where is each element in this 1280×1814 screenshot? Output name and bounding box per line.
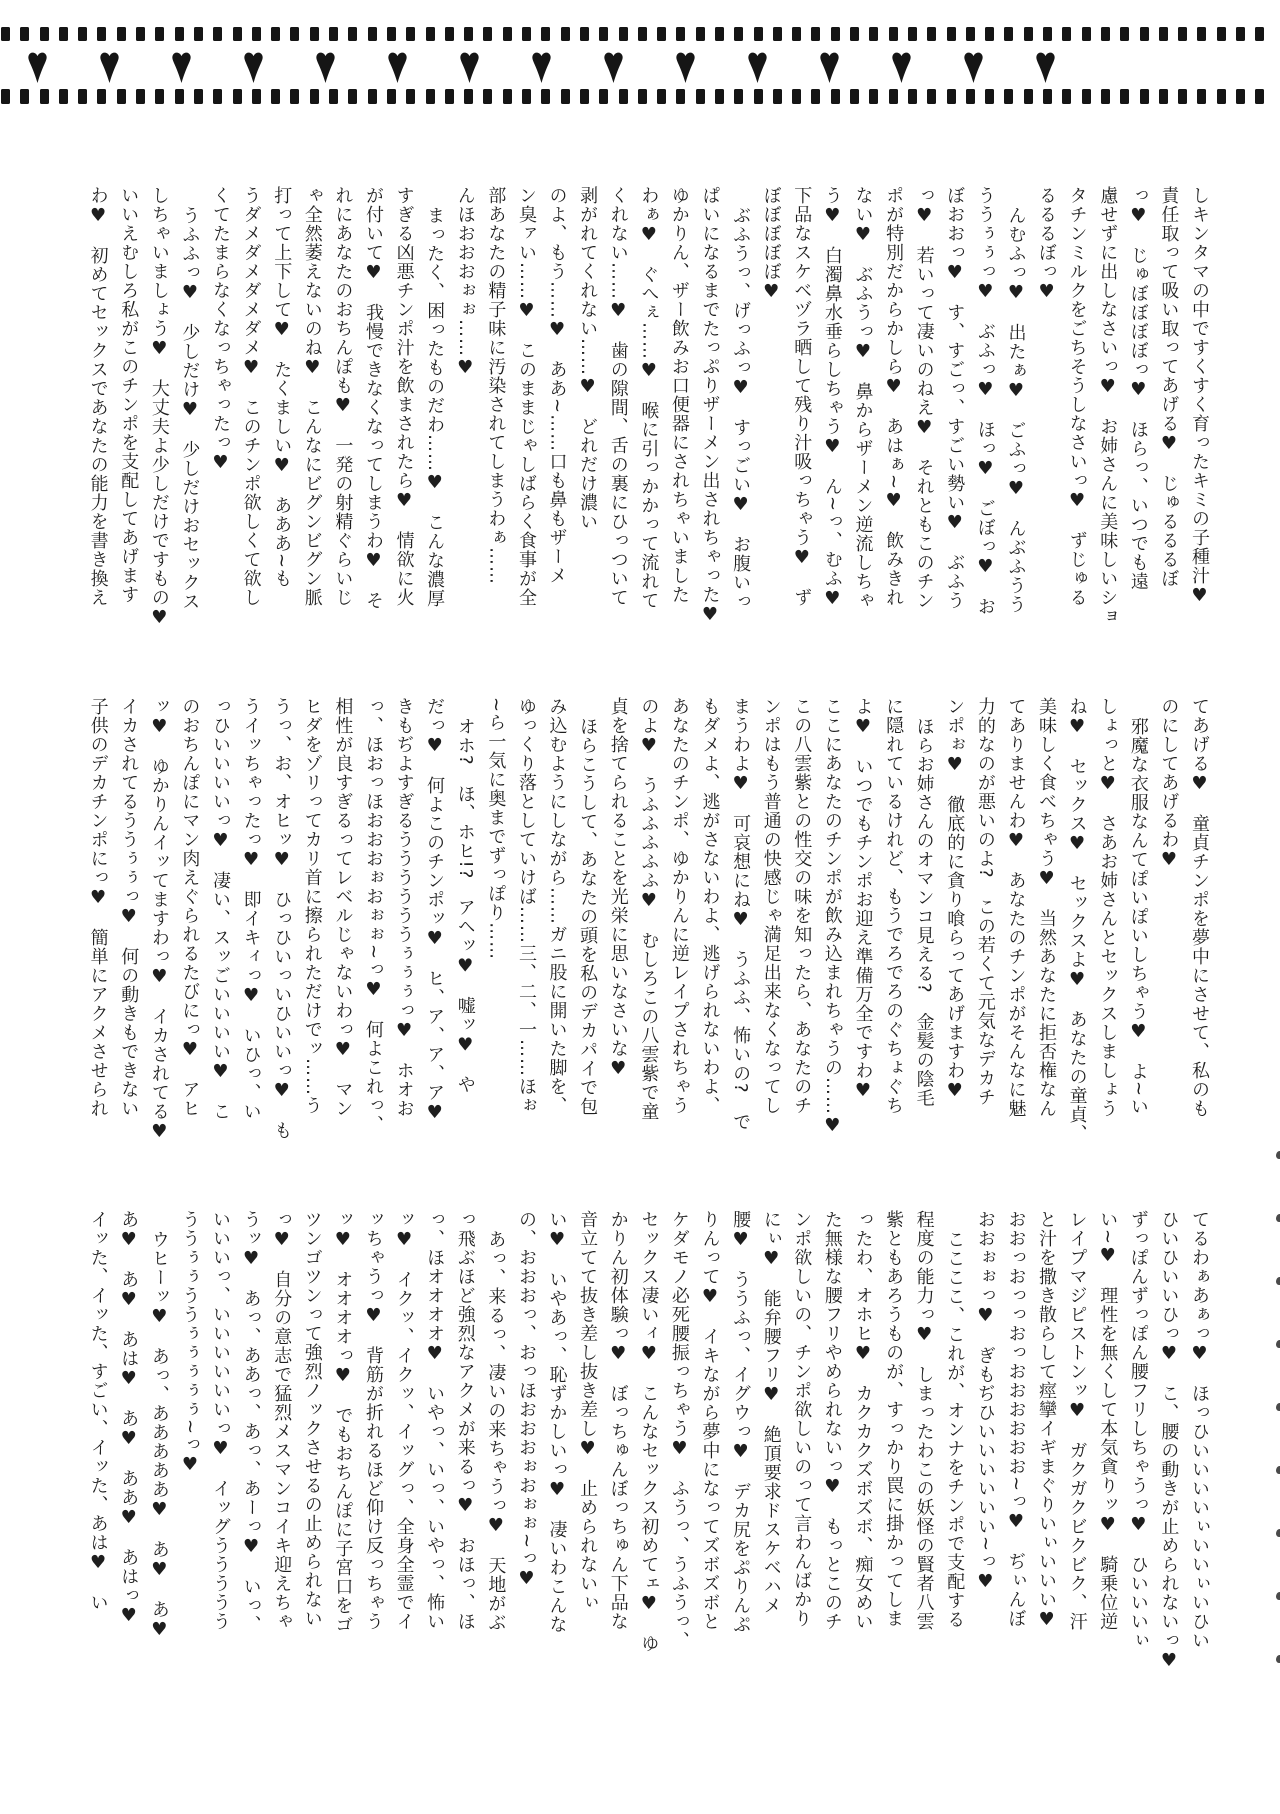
text-column: くれない……♥ 歯の隙間、舌の裏にひっついて (607, 186, 629, 607)
text-column: み込むようにしながら……ガニ股に開いた脚を、 (546, 697, 568, 1115)
text-column: だっ♥ 何よこのチンポッ♥ ヒ、ア、ア、ア♥ (424, 697, 446, 1124)
dash-square (792, 89, 801, 104)
text-column: 打って上下して♥ たくましい♥ あああ~も (271, 186, 293, 589)
heart-icon (243, 49, 264, 86)
text-column: ほらお姉さんのオマンコ見える? 金髪の陰毛 (913, 717, 935, 1108)
dash-square (233, 89, 242, 104)
heart-icon (747, 49, 768, 86)
dash-square (676, 27, 685, 41)
text-column: い~♥ 理性を無くして本気貪りッ♥ 騎乗位逆 (1097, 1210, 1119, 1632)
heart-icon (819, 49, 840, 86)
dash-square (78, 89, 87, 104)
dash-square (329, 27, 338, 41)
text-column: あっ、来るっ、凄いの来ちゃうっ♥ 天地がぶ (485, 1230, 507, 1632)
dash-square (831, 27, 840, 41)
dash-square (773, 89, 782, 104)
dash-square (599, 89, 608, 104)
dash-square (233, 27, 242, 41)
dash-square (1159, 89, 1168, 104)
text-column: おおぉぉっ♥ ぎもぢひいいいいいい~っ♥ (974, 1210, 996, 1594)
heart-icon (603, 49, 624, 86)
dash-square (97, 27, 106, 41)
edge-bleed-mark (1276, 1277, 1280, 1285)
dash-square (1236, 89, 1245, 104)
dash-square (503, 89, 512, 104)
dash-square (1062, 27, 1071, 41)
text-column: っひいいいいっ♥ 凄い、スッごいいいい♥ こ (210, 697, 231, 1121)
dash-square (445, 27, 454, 41)
edge-bleed-mark (1276, 1466, 1280, 1474)
text-column: ヒダをゾリってカリ首に擦られただけでッ……う (301, 697, 323, 1115)
dash-square (792, 27, 801, 41)
dash-square (1, 89, 10, 104)
text-column: ぱいになるまでたっぷりザーメン出されちゃった♥ (699, 186, 721, 626)
dash-square (368, 27, 377, 41)
text-column: ンポぉ♥ 徹底的に貪り喰らってあげますわ♥ (944, 697, 966, 1102)
text-column: ない♥ ぶふうっ♥ 鼻からザーメン逆流しちゃ (852, 186, 874, 610)
text-column: イカされてるううぅぅっ♥ 何の動きもできない (118, 697, 140, 1118)
text-column: っ飛ぶほど強烈なアクメが来るっ♥ おほっ、ほ (454, 1210, 476, 1631)
dash-square (1197, 89, 1206, 104)
dash-square (599, 27, 608, 41)
text-column: ッ♥ イクッ、イクッ、イッグっ、全身全霊でイ (393, 1210, 415, 1631)
dash-square (175, 27, 184, 41)
dash-square (947, 89, 956, 104)
text-column: オホ? ほ、ホヒ!? アヘッ♥ 嘘ッ♥ や (454, 717, 476, 1095)
dash-square (522, 27, 531, 41)
dash-square (657, 89, 666, 104)
text-column: すぎる凶悪チンポ汁を飲まされたら♥ 情欲に火 (393, 186, 415, 607)
dash-square (155, 89, 164, 104)
text-column: ほらこうして、あなたの頭を私のデカパイで包 (577, 717, 599, 1116)
dash-square (1043, 27, 1052, 41)
text-column: のよ♥ うふふふふふ♥ むしろこの八雲紫で童 (638, 697, 660, 1121)
dash-square (908, 27, 917, 41)
dash-square (1197, 27, 1206, 41)
dash-square (966, 89, 975, 104)
dash-square (20, 89, 29, 104)
dash-square (387, 27, 396, 41)
dash-square (175, 89, 184, 104)
dash-square (348, 27, 357, 41)
dash-square (1140, 27, 1149, 41)
text-column: んほおおおぉぉ……♥ (454, 186, 476, 379)
dash-square (985, 27, 994, 41)
text-column: ぼぼぼぼぼ♥ (760, 186, 782, 303)
header-dash-row-top (1, 27, 1275, 41)
dash-square (117, 27, 126, 41)
dash-square (638, 89, 647, 104)
dash-square (715, 27, 724, 41)
text-column: イッた、イッた、すごい、イッた、あは♥ い (87, 1210, 109, 1612)
dash-square (503, 27, 512, 41)
text-column: のにしてあげるわ♥ (1158, 697, 1180, 871)
dash-square (850, 27, 859, 41)
text-column: 紫ともあろうものが、すっかり罠に掛かってしま (883, 1210, 905, 1628)
edge-bleed-mark (1276, 1592, 1280, 1600)
text-column: いいいっ、いいいいいいっ♥ イッグううううう (210, 1210, 231, 1631)
text-column: うっ、お、オヒッ♥ ひっひいっいひいいっ♥ も (271, 697, 293, 1140)
text-column: わ♥ 初めてセックスであなたの能力を書き換え (87, 186, 109, 607)
text-column: うッ♥ あっ、ああっ、あっ、あーっ♥ いっ、 (240, 1210, 262, 1634)
text-column: くてたまらなくなっちゃったっ♥ (210, 186, 231, 474)
edge-bleed-mark (1276, 1655, 1280, 1663)
dash-square (97, 89, 106, 104)
dash-square (117, 89, 126, 104)
dash-square (1004, 89, 1013, 104)
dash-square (252, 27, 261, 41)
text-column: 腰♥ ううふっ、イグウっ♥ デカ尻をぷりんぷ (730, 1210, 752, 1634)
dash-square (290, 27, 299, 41)
dash-square (850, 89, 859, 104)
text-column: 慮せずに出しなさいっ♥ お姉さんに美味しいショ (1097, 186, 1119, 626)
text-column: ケダモノ必死腰振っちゃう♥ ふうっ、うふうっ、 (668, 1210, 690, 1650)
heart-icon (963, 49, 984, 86)
text-column: てありませんわ♥ あなたのチンポがそんなに魅 (1005, 697, 1027, 1118)
dash-square (194, 89, 203, 104)
heart-icon (675, 49, 696, 86)
dash-square (1178, 27, 1187, 41)
dash-square (1217, 89, 1226, 104)
text-column: 相性が良すぎるってレベルじゃないわっ♥ マン (332, 697, 354, 1118)
text-column: ここにあなたのチンポが飲み込まれちゃうの……♥ (821, 697, 843, 1137)
text-column: ン臭ァい……♥ このままじゃしばらく食事が全 (515, 186, 537, 607)
dash-square (136, 89, 145, 104)
dash-square (59, 89, 68, 104)
text-column: うダメダメダメダメ♥ このチンポ欲しくて欲し (240, 186, 262, 607)
dash-square (754, 89, 763, 104)
text-column: もダメよ、逃がさないわよ、逃げられないわよ、 (699, 697, 721, 1115)
dash-square (966, 27, 975, 41)
dash-square (927, 27, 936, 41)
dash-square (541, 89, 550, 104)
text-column: ウヒーッ♥ あっ、あああああ♥ あ♥ あ♥ (148, 1230, 170, 1641)
text-column: れにあなたのおちんぽも♥ 一発の射精ぐらいじ (332, 186, 354, 607)
dash-square (1082, 89, 1091, 104)
text-column: うイッちゃったっ♥ 即イキィっ♥ いひっ、い (240, 697, 262, 1121)
dash-square (1024, 89, 1033, 104)
text-column: ぶふうっ、げっふっ♥ すっごい♥ お腹いっ (730, 206, 752, 611)
heart-icon (459, 49, 480, 86)
text-column: てるわぁあぁっ♥ ほっひいいいいぃいいぃいひい (1189, 1210, 1210, 1650)
dash-square (387, 89, 396, 104)
dash-square (329, 89, 338, 104)
text-column: と汁を撒き散らして痙攣イギまぐりいぃいいい♥ (1036, 1210, 1058, 1631)
heart-icon (27, 49, 48, 86)
text-column: の、おおおっ、おっほおおおぉおぉぉ~っ♥ (515, 1210, 537, 1591)
dash-square (580, 27, 589, 41)
dash-square (734, 27, 743, 41)
text-column: タチンミルクをごちそうしなさいっ♥ ずじゅる (1066, 186, 1088, 607)
heart-icon (171, 49, 192, 86)
text-column: よ♥ いつでもチンポお迎え準備万全ですわ♥ (852, 697, 874, 1102)
text-column: 剥がれてくれない……♥ どれだけ濃い (577, 186, 599, 531)
edge-bleed-mark (1276, 1403, 1280, 1411)
dash-square (889, 27, 898, 41)
heart-icon (99, 49, 120, 86)
text-column: う♥ 白濁鼻水垂らしちゃう♥ ん~っ、むふ♥ (821, 186, 843, 611)
text-column: ぼおおっ♥ す、すごっ、すごい勢い♥ ぶふう (944, 186, 966, 610)
dash-square (213, 27, 222, 41)
text-column: っ♥ 若いって凄いのねえ♥ それともこのチン (913, 186, 935, 610)
heart-icon (315, 49, 336, 86)
dash-square (310, 89, 319, 104)
dash-square (1120, 27, 1129, 41)
text-column: 下品なスケベヅラ晒して残り汁吸っちゃう♥ ず (791, 186, 813, 607)
text-column: しキンタマの中ですくすく育ったキミの子種汁♥ (1189, 186, 1210, 607)
text-column: ~ら一気に奥までずっぽり…… (485, 697, 507, 961)
dash-square (445, 89, 454, 104)
text-column: ンポ欲しいの、チンポ欲しいのって言わんばかり (791, 1210, 813, 1628)
text-column: ひいひいいひっ♥ こ、腰の動きが止められないっ♥ (1158, 1210, 1180, 1672)
dash-square (426, 27, 435, 41)
text-column: た無様な腰フリやめられないっ♥ もっとこのチ (821, 1210, 843, 1631)
dash-square (426, 89, 435, 104)
text-band-1 (82, 186, 1214, 656)
text-column: しょっと♥ さあお姉さんとセックスしましょう (1097, 697, 1119, 1118)
dash-square (619, 27, 628, 41)
text-column: 美味しく食べちゃう♥ 当然あなたに拒否権なん (1036, 697, 1058, 1118)
text-column: ゆっくり落としていけば……三、二、一……ほぉ (515, 697, 537, 1115)
text-column: きもぢよすぎるううううううぅぅぅっ♥ ホオお (393, 697, 415, 1118)
edge-bleed-mark (1276, 1151, 1280, 1159)
text-column: 力的なのが悪いのよ? この若くて元気なデカチ (974, 697, 996, 1107)
heart-icon (387, 49, 408, 86)
heart-icon (891, 49, 912, 86)
dash-square (696, 27, 705, 41)
text-column: うふふっ♥ 少しだけ♥ 少しだけおセックス (179, 206, 201, 611)
dash-square (213, 89, 222, 104)
edge-bleed-mark (1276, 1340, 1280, 1348)
dash-square (947, 27, 956, 41)
text-column: るるるぼっ♥ (1036, 186, 1058, 303)
dash-square (869, 89, 878, 104)
text-column: レイプマジピストンッ♥ ガクガクビクビク、汗 (1066, 1210, 1088, 1631)
text-column: にぃ♥ 能弁腰フリ♥ 絶頂要求ドスケベハメ (760, 1210, 782, 1615)
dash-square (271, 89, 280, 104)
text-column: まうわよ♥ 可哀想にね♥ うふふ、怖いの? で (730, 697, 752, 1132)
text-column: 責任取って吸い取ってあげる♥ じゅるるるぼ (1158, 186, 1180, 588)
text-column: っ♥ じゅぼぼぼぼっ♥ ほらっ、いつでも遠 (1127, 186, 1149, 591)
text-column: わぁ♥ ぐへぇ……♥ 喉に引っかかって流れて (638, 186, 660, 610)
text-column: ッちゃうっ♥ 背筋が折れるほど仰け反っちゃう (362, 1210, 384, 1631)
text-column: んむふっ♥ 出たぁ♥ ごふっ♥ んぶふうう (1005, 206, 1027, 614)
text-column: っ、ほオオオオ♥ いやっ、いっ、いやっ、怖い (424, 1210, 446, 1631)
dash-square (889, 89, 898, 104)
text-column: 貞を捨てられることを光栄に思いなさいな♥ (607, 697, 629, 1080)
text-column: に隠れているけれど、もうでろでろのぐちょぐち (883, 697, 905, 1115)
text-column: あなたのチンポ、ゆかりんに逆レイプされちゃう (668, 697, 690, 1115)
text-column: ね♥ セックス♥ セックスよ♥ あなたの童貞、 (1066, 697, 1088, 1143)
dash-square (136, 27, 145, 41)
dash-square (908, 89, 917, 104)
dash-square (290, 89, 299, 104)
dash-square (464, 89, 473, 104)
text-column: 音立てて抜き差し抜き差し♥ 止められないぃ (577, 1210, 599, 1612)
text-column: まったく、困ったものだわ……♥ こんな濃厚 (424, 206, 446, 608)
text-column: ここここ、これが、オンナをチンポで支配する (944, 1230, 966, 1629)
heart-icon (1035, 49, 1056, 86)
dash-square (1236, 27, 1245, 41)
text-column: ッ♥ オオオオっ♥ でもおちんぽに子宮口をゴ (332, 1210, 354, 1634)
dash-square (869, 27, 878, 41)
text-column: ンポはもう普通の快感じゃ満足出来なくなってし (760, 697, 782, 1115)
dash-square (368, 89, 377, 104)
dash-square (406, 27, 415, 41)
dash-square (1120, 89, 1129, 104)
text-column: この八雲紫との性交の味を知ったら、あなたのチ (791, 697, 813, 1115)
dash-square (696, 89, 705, 104)
text-column: ったわ、オホヒ♥ カクカクズボズボ、痴女めい (852, 1210, 874, 1631)
text-column: のよ、もう……♥ ああ~……口も鼻もザーメ (546, 186, 568, 586)
text-column: かりん初体験っ♥ ぼっちゅんぼっちゅん下品な (607, 1210, 629, 1631)
dash-square (715, 89, 724, 104)
dash-square (1159, 27, 1168, 41)
text-column: てあげる♥ 童貞チンポを夢中にさせて、私のも (1189, 697, 1210, 1118)
text-band-2 (82, 697, 1214, 1167)
text-column: ポが特別だからかしら♥ あはぁ~♥ 飲みきれ (883, 186, 905, 608)
text-column: ずっぽんずっぽん腰フリしちゃうっ♥ ひいいいぃ (1127, 1210, 1149, 1650)
dash-square (1062, 89, 1071, 104)
dash-square (657, 27, 666, 41)
dash-square (78, 27, 87, 41)
dash-square (985, 89, 994, 104)
dash-square (773, 27, 782, 41)
dash-square (464, 27, 473, 41)
text-column: ううぅぅっ♥ ぶふっ♥ ほっ♥ ごぼっ♥ お (974, 186, 996, 616)
heart-icon (531, 49, 552, 86)
edge-bleed-mark (1276, 1529, 1280, 1537)
dash-square (1101, 27, 1110, 41)
dash-square (155, 27, 164, 41)
dash-square (1217, 27, 1226, 41)
dash-square (754, 27, 763, 41)
dash-square (1140, 89, 1149, 104)
dash-square (20, 27, 29, 41)
dash-square (1101, 89, 1110, 104)
dash-square (541, 27, 550, 41)
dash-square (734, 89, 743, 104)
text-column: ッ♥ ゆかりんイッてますわっ♥ イカされてる♥ (148, 697, 170, 1143)
text-column: 子供のデカチンポにっ♥ 簡単にアクメさせられ (87, 697, 109, 1118)
dash-square (927, 89, 936, 104)
text-column: ゆかりん、ザー飲みお口便器にされちゃいました (668, 186, 690, 604)
dash-square (59, 27, 68, 41)
text-column: あ♥ あ♥ あは♥ あ♥ ああ♥ あはっ♥ (118, 1210, 140, 1627)
dash-square (561, 89, 570, 104)
text-column: しちゃいましょう♥ 大丈夫よ少しだけですもの♥ (148, 186, 170, 629)
header-hearts-row (0, 49, 1280, 89)
text-column: のおちんぽにマン肉えぐられるたびにっ♥ アヒ (179, 697, 201, 1118)
dash-square (811, 27, 820, 41)
dash-square (252, 89, 261, 104)
text-column: おおっおっっおっおおおおおお~っ♥ ぢぃんぼ (1005, 1210, 1027, 1629)
text-column: 部あなたの精子味に汚染されてしまうわぁ…… (485, 186, 507, 585)
dash-square (580, 89, 589, 104)
dash-square (194, 27, 203, 41)
text-column: ゃ全然萎えないのね♥ こんなにビグンビグン脈 (301, 186, 323, 607)
dash-square (40, 89, 49, 104)
text-column: っ♥ 自分の意志で猛烈メスマンコイキ迎えちゃ (271, 1210, 293, 1631)
dash-square (1082, 27, 1091, 41)
dash-square (483, 89, 492, 104)
text-column: っ、ほおっほおおおぉおぉぉ~っ♥ 何よこれっ、 (362, 697, 384, 1135)
dash-square (1178, 89, 1187, 104)
dash-square (1024, 27, 1033, 41)
dash-square (561, 27, 570, 41)
dash-square (831, 89, 840, 104)
dash-square (811, 89, 820, 104)
dash-square (1255, 27, 1264, 41)
dash-square (1004, 27, 1013, 41)
text-column: が付いて♥ 我慢できなくなってしまうわ♥ そ (362, 186, 384, 610)
text-column: ツンゴツンって強烈ノックさせるの止められない (301, 1210, 323, 1628)
dash-square (522, 89, 531, 104)
dash-square (619, 89, 628, 104)
text-column: セックス凄いィ♥ こんなセックス初めてェ♥ ゆ (638, 1210, 660, 1653)
text-band-3 (82, 1210, 1214, 1680)
text-column: い♥ いやあっ、恥ずかしいっ♥ 凄いわこんな (546, 1210, 568, 1634)
dash-square (1043, 89, 1052, 104)
dash-square (676, 89, 685, 104)
edge-bleed-mark (1276, 1214, 1280, 1222)
text-column: りんって♥ イキながら夢中になってズボズボと (699, 1210, 721, 1631)
dash-square (1255, 89, 1264, 104)
dash-square (348, 89, 357, 104)
header-dash-row-bottom (1, 89, 1275, 104)
dash-square (406, 89, 415, 104)
text-column: いいえむしろ私がこのチンポを支配してあげます (118, 186, 140, 604)
text-column: 程度の能力っ♥ しまったわこの妖怪の賢者八雲 (913, 1210, 935, 1631)
dash-square (40, 27, 49, 41)
dash-square (638, 27, 647, 41)
dash-square (310, 27, 319, 41)
dash-square (271, 27, 280, 41)
dash-square (483, 27, 492, 41)
dash-square (1, 27, 10, 41)
text-column: 邪魔な衣服なんてぽいぽいしちゃう♥ よ~い (1127, 717, 1149, 1117)
text-column: ううぅぅううぅぅぅぅぅ~っ♥ (179, 1210, 201, 1477)
